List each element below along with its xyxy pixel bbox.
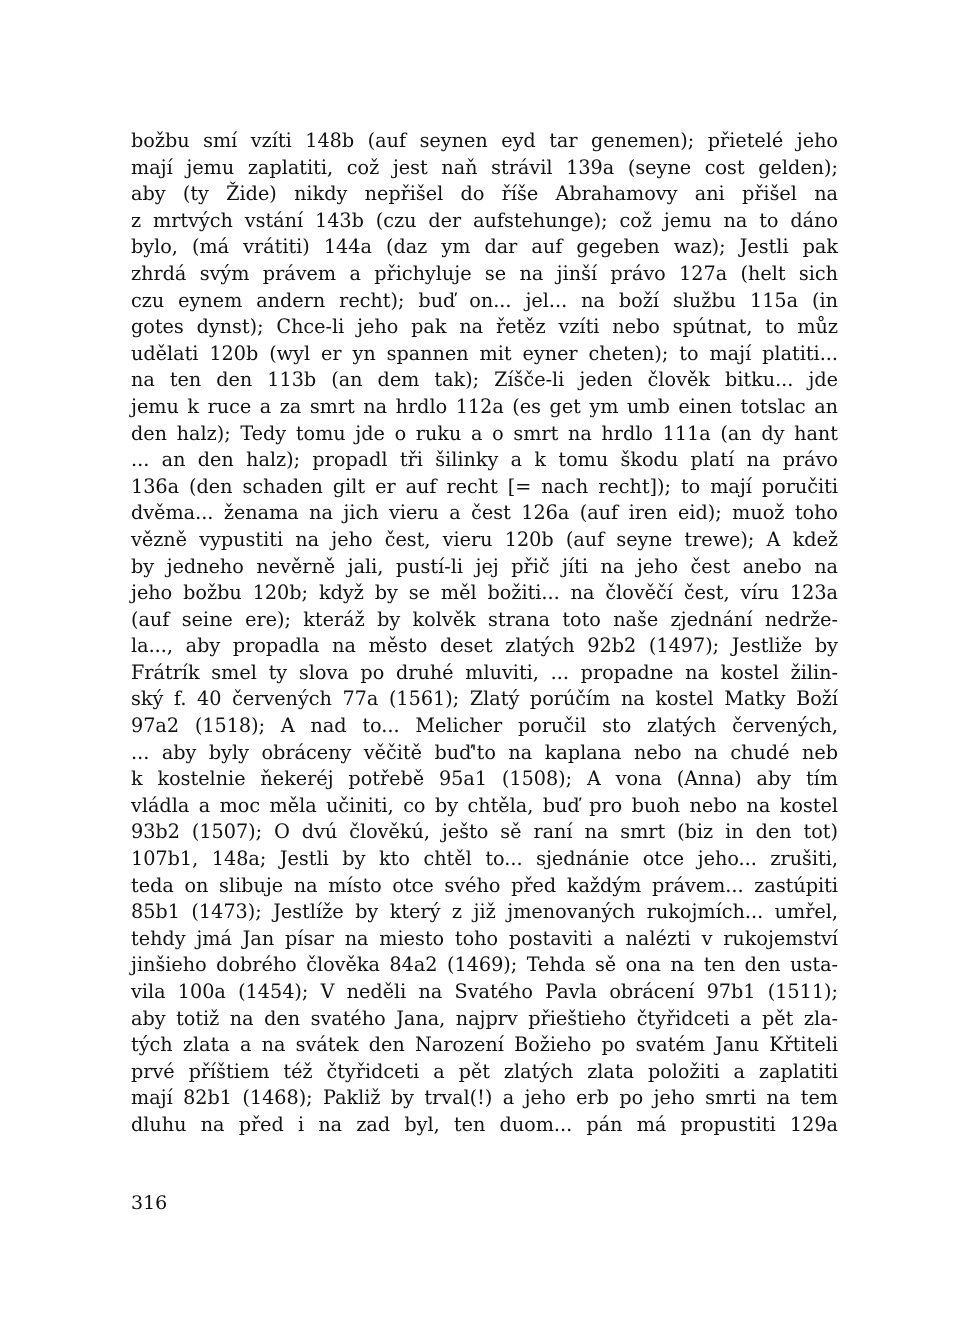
text-line: jemu k ruce a za smrt na hrdlo 112a (es get ym umb einen totslac an bbox=[131, 394, 838, 418]
text-line: la..., aby propadla na město deset zlatých 92b2 (1497); Jestliže by bbox=[131, 634, 838, 658]
text-line: dluhu na před i na zad byl, ten duom... pán má propustiti 129a bbox=[131, 1112, 838, 1136]
text-line: 107b1, 148a; Jestli by kto chtěl to... sjednánie otce jeho... zrušiti, bbox=[131, 847, 838, 871]
page-number: 316 bbox=[131, 1192, 168, 1214]
text-line: by jedneho nevěrně jali, pustí-li jej přič jíti na jeho čest anebo na bbox=[131, 554, 838, 578]
text-line: aby totiž na den svatého Jana, najprv přieštieho čtyřidceti a pět zla- bbox=[131, 1006, 838, 1030]
text-line: na ten den 113b (an dem tak); Zíšče-li jeden člověk bitku... jde bbox=[131, 368, 838, 392]
text-line: jeho božbu 120b; když by se měl božiti... na člověčí čest, víru 123a bbox=[131, 581, 838, 605]
text-line: vládla a moc měla učiniti, co by chtěla, buď pro buoh nebo na kostel bbox=[131, 793, 838, 817]
text-line: Frátrík smel ty slova po druhé mluviti, ... propadne na kostel žilin- bbox=[131, 660, 838, 684]
text-line: tehdy jmá Jan písar na miesto toho postaviti a nalézti v rukojemství bbox=[131, 926, 838, 950]
text-line: 97a2 (1518); A nad to... Melicher poručil sto zlatých červených, bbox=[131, 714, 838, 738]
body-text bbox=[131, 128, 838, 1139]
text-line: gotes dynst); Chce-li jeho pak na řetěz vzíti nebo spútnat, to můz bbox=[131, 315, 838, 339]
text-line: ský f. 40 červených 77a (1561); Zlatý porúčím na kostel Matky Boží bbox=[131, 687, 838, 711]
text-line: jinšieho dobrého člověka 84a2 (1469); Tehda sě ona na ten den usta- bbox=[131, 953, 838, 977]
text-line: bylo, (má vrátiti) 144a (daz ym dar auf gegeben waz); Jestli pak bbox=[131, 235, 838, 259]
text-line: zhrdá svým právem a přichyluje se na jinší právo 127a (helt sich bbox=[131, 261, 838, 285]
text-line: den halz); Tedy tomu jde o ruku a o smrt na hrdlo 111a (an dy hant bbox=[131, 421, 838, 445]
text-line: dvěma... ženama na jich vieru a čest 126a (auf iren eid); muož toho bbox=[131, 501, 838, 525]
text-line: (auf seine ere); kteráž by kolvěk strana toto naše zjednání nedrže- bbox=[131, 607, 838, 631]
text-line: udělati 120b (wyl er yn spannen mit eyner cheten); to mají platiti... bbox=[131, 341, 838, 365]
text-line: 85b1 (1473); Jestlíže by který z již jmenovaných rukojmích... umřel, bbox=[131, 900, 838, 924]
text-line: aby (ty Žide) nikdy nepřišel do říše Abrahamovy ani přišel na bbox=[131, 182, 838, 206]
text-line: tých zlata a na svátek den Narození Božieho po svatém Janu Křtiteli bbox=[131, 1033, 838, 1057]
text-line: 136a (den schaden gilt er auf recht [= nach recht]); to mají poručiti bbox=[131, 474, 838, 498]
text-line: czu eynem andern recht); buď on... jel... na boží službu 115a (in bbox=[131, 288, 838, 312]
text-line: prvé příštiem též čtyřidceti a pět zlatých zlata položiti a zaplatiti bbox=[131, 1059, 838, 1083]
text-line: ... an den halz); propadl tři šilinky a k tomu škodu platí na právo bbox=[131, 448, 838, 472]
text-line: teda on slibuje na místo otce svého před každým právem... zastúpiti bbox=[131, 873, 838, 897]
text-line: mají 82b1 (1468); Pakliž by trval(!) a jeho erb po jeho smrti na tem bbox=[131, 1086, 838, 1110]
text-line: ... aby byly obráceny věčitě buď'to na kaplana nebo na chudé neb bbox=[131, 740, 838, 764]
text-line: božbu smí vzíti 148b (auf seynen eyd tar genemen); přietelé jeho bbox=[131, 129, 838, 152]
text-line: k kostelnie ňekeréj potřebě 95a1 (1508); A vona (Anna) aby tím bbox=[131, 767, 838, 791]
text-line: z mrtvých vstání 143b (czu der aufstehunge); což jemu na to dáno bbox=[131, 208, 838, 232]
text-line: vila 100a (1454); V neděli na Svatého Pavla obrácení 97b1 (1511); bbox=[131, 980, 838, 1003]
text-line: 93b2 (1507); O dvú člověkú, ješto sě raní na smrt (biz in den tot) bbox=[131, 820, 838, 844]
text-line: vězně vypustiti na jeho čest, vieru 120b (auf seyne trewe); A kdež bbox=[131, 527, 838, 551]
text-line: mají jemu zaplatiti, což jest naň strávil 139a (seyne cost gelden); bbox=[131, 155, 838, 179]
